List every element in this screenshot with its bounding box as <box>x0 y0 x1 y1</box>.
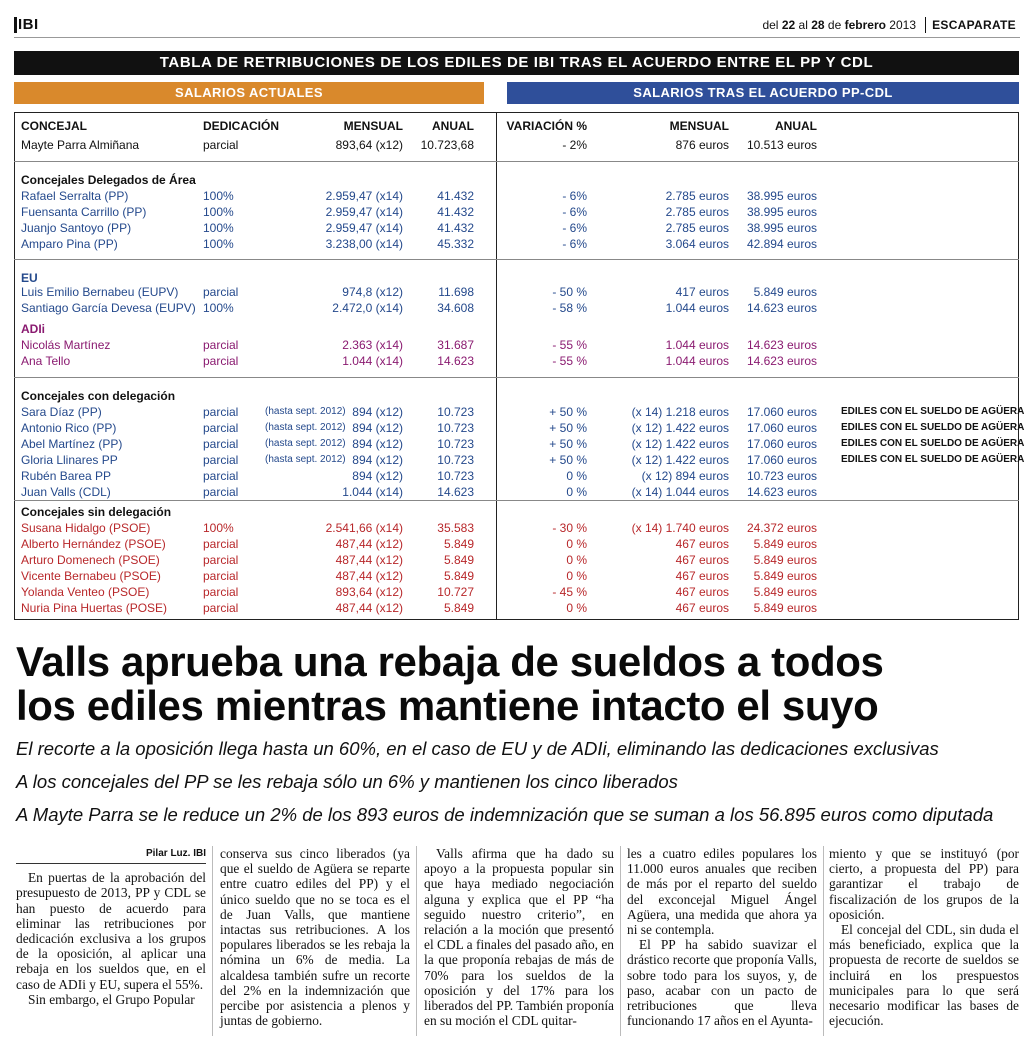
cell-name: Rubén Barea PP <box>21 469 112 483</box>
cell-men2: 467 euros <box>675 553 729 567</box>
table-row <box>14 452 1025 468</box>
cell-name: Santiago García Devesa (EUPV) <box>21 301 196 315</box>
col-header-mensual: MENSUAL <box>343 119 403 133</box>
cell-anu2: 5.849 euros <box>753 285 817 299</box>
cell-anu2: 10.723 euros <box>746 469 817 483</box>
cell-name: Sara Díaz (PP) <box>21 405 102 419</box>
cell-ext: EDILES CON EL SUELDO DE AGÜERA <box>841 454 1025 465</box>
date-month: febrero <box>844 18 886 32</box>
cell-name: Arturo Domenech (PSOE) <box>21 553 160 567</box>
paragraph: El PP ha sabido suavizar el drástico recorte que proponía Valls, sobre todo para los suyos, y, de paso, acabar con un pacto de retribuciones que lleva funcionando 17 años en el Ayunta- <box>627 937 817 1029</box>
cell-var: - 50 % <box>552 285 587 299</box>
cell-ded: parcial <box>203 469 239 483</box>
cell-name: Ana Tello <box>21 354 71 368</box>
cell-anu: 41.432 <box>437 189 474 203</box>
cell-men2: (x 12) 894 euros <box>641 469 729 483</box>
group-heading-row <box>14 388 1019 404</box>
col-header-concejal: CONCEJAL <box>21 119 88 133</box>
table-row <box>14 220 1019 236</box>
cell-name: Amparo Pina (PP) <box>21 237 118 251</box>
cell-name: Antonio Rico (PP) <box>21 421 117 435</box>
column-rule <box>620 846 621 1036</box>
cell-men: 2.959,47 (x14) <box>325 189 403 203</box>
cell-ded: 100% <box>203 189 234 203</box>
cell-var: + 50 % <box>549 405 587 419</box>
cell-note: (hasta sept. 2012) <box>265 454 346 465</box>
cell-men: 3.238,00 (x14) <box>325 237 403 251</box>
cell-var: - 6% <box>562 205 587 219</box>
cell-anu: 5.849 <box>443 601 474 615</box>
cell-anu2: 38.995 euros <box>746 221 817 235</box>
cell-men: 2.541,66 (x14) <box>325 521 403 535</box>
table-group-rule <box>14 377 1019 378</box>
col-header-variacion: VARIACIÓN % <box>506 119 587 133</box>
table-row <box>14 584 1019 600</box>
date-day-start: 22 <box>781 18 796 32</box>
table-row <box>14 204 1019 220</box>
date-mid: al <box>798 18 808 32</box>
cell-anu2: 17.060 euros <box>746 453 817 467</box>
cell-ded: parcial <box>203 585 239 599</box>
column-rule <box>416 846 417 1036</box>
group-heading: EU <box>21 271 38 285</box>
cell-men: 1.044 (x14) <box>342 354 403 368</box>
cell-anu2: 17.060 euros <box>746 437 817 451</box>
cell-var: 0 % <box>566 537 587 551</box>
cell-men2: 467 euros <box>675 569 729 583</box>
group-heading-row <box>14 172 1019 188</box>
cell-men2: (x 14) 1.218 euros <box>631 405 729 419</box>
article-column-4 <box>627 846 817 1028</box>
cell-anu: 14.623 <box>437 485 474 499</box>
cell-anu2: 42.894 euros <box>746 237 817 251</box>
cell-men: 2.959,47 (x14) <box>325 221 403 235</box>
table-row <box>14 568 1019 584</box>
cell-anu: 10.723 <box>437 421 474 435</box>
table-row <box>14 188 1019 204</box>
cell-ded: parcial <box>203 601 239 615</box>
cell-anu: 31.687 <box>437 338 474 352</box>
cell-anu2: 5.849 euros <box>753 585 817 599</box>
table-header-row <box>14 118 1019 134</box>
cell-name: Luis Emilio Bernabeu (EUPV) <box>21 285 179 299</box>
cell-anu: 41.432 <box>437 221 474 235</box>
cell-men: 487,44 (x12) <box>335 569 403 583</box>
cell-anu: 45.332 <box>437 237 474 251</box>
header-rule <box>14 37 1020 38</box>
cell-name: Mayte Parra Almiñana <box>21 138 140 152</box>
cell-men: 894 (x12) <box>352 437 403 451</box>
cell-name: Juanjo Santoyo (PP) <box>21 221 132 235</box>
cell-anu2: 17.060 euros <box>746 405 817 419</box>
table-row <box>14 300 1019 316</box>
cell-ded: 100% <box>203 237 234 251</box>
cell-anu: 10.723 <box>437 405 474 419</box>
cell-men2: 2.785 euros <box>665 205 729 219</box>
cell-name: Alberto Hernández (PSOE) <box>21 537 166 551</box>
cell-men: 974,8 (x12) <box>342 285 403 299</box>
cell-var: - 6% <box>562 189 587 203</box>
table-group-rule <box>14 500 1019 501</box>
cell-name: Juan Valls (CDL) <box>21 485 111 499</box>
article-column-5 <box>829 846 1019 1028</box>
cell-var: 0 % <box>566 485 587 499</box>
cell-var: - 6% <box>562 221 587 235</box>
header-divider <box>925 17 926 33</box>
cell-var: - 30 % <box>552 521 587 535</box>
cell-name: Fuensanta Carrillo (PP) <box>21 205 147 219</box>
table-row <box>14 420 1025 436</box>
table-row <box>14 600 1019 616</box>
table-row <box>14 552 1019 568</box>
cell-name: Vicente Bernabeu (PSOE) <box>21 569 161 583</box>
cell-men2: 3.064 euros <box>665 237 729 251</box>
cell-ded: 100% <box>203 301 234 315</box>
group-heading: ADIi <box>21 322 45 336</box>
column-label: ESCAPARATE <box>932 18 1016 32</box>
paragraph: Valls afirma que ha dado su apoyo a la propuesta popular sin que haya mediado negociación alguna y explica que el PP “ha seguido nuestro criterio”, en relación a la moción que presentó el CDL a finales del pasado año, en la que proponía rebajas de más de 70% para los sueldos de la oposición y del 17% para los liberados del PP. También proponía en su moción el CDL quitar- <box>424 846 614 1029</box>
cell-men2: 467 euros <box>675 585 729 599</box>
table-row <box>14 284 1019 300</box>
cell-var: + 50 % <box>549 453 587 467</box>
cell-note: (hasta sept. 2012) <box>265 406 346 417</box>
cell-men2: (x 14) 1.740 euros <box>631 521 729 535</box>
cell-anu2: 24.372 euros <box>746 521 817 535</box>
cell-men2: (x 12) 1.422 euros <box>631 437 729 451</box>
cell-men2: (x 12) 1.422 euros <box>631 421 729 435</box>
cell-ded: parcial <box>203 421 239 435</box>
cell-anu: 41.432 <box>437 205 474 219</box>
subheadline-1: El recorte a la oposición llega hasta un 60%, en el caso de EU y de ADIi, eliminando las dedicaciones exclusivas <box>16 738 939 759</box>
table-row <box>14 353 1019 369</box>
tag-new-salaries: SALARIOS TRAS EL ACUERDO PP-CDL <box>507 82 1019 104</box>
cell-men: 894 (x12) <box>352 453 403 467</box>
cell-ded: parcial <box>203 569 239 583</box>
table-row <box>14 468 1019 484</box>
table-row <box>14 337 1019 353</box>
cell-men: 2.363 (x14) <box>342 338 403 352</box>
cell-men: 487,44 (x12) <box>335 537 403 551</box>
cell-var: - 2% <box>562 138 587 152</box>
cell-men: 893,64 (x12) <box>335 585 403 599</box>
cell-note: (hasta sept. 2012) <box>265 422 346 433</box>
cell-var: - 58 % <box>552 301 587 315</box>
cell-ded: parcial <box>203 354 239 368</box>
paragraph: El concejal del CDL, sin duda el más beneficiado, explica que la propuesta de recorte de sueldos se incluirá en los prespuestos municipales para lo que será necesario modificar las bases de ejecución. <box>829 922 1019 1029</box>
cell-anu: 34.608 <box>437 301 474 315</box>
cell-anu: 5.849 <box>443 569 474 583</box>
cell-men2: (x 14) 1.044 euros <box>631 485 729 499</box>
cell-ded: 100% <box>203 521 234 535</box>
cell-ded: parcial <box>203 285 239 299</box>
paragraph: miento y que se instituyó (por cierto, a propuesta del PP) para garantizar el trabajo de fiscalización de los grupos de la oposición. <box>829 846 1019 922</box>
cell-men2: 417 euros <box>675 285 729 299</box>
cell-var: + 50 % <box>549 421 587 435</box>
group-heading-row <box>14 321 1019 337</box>
headline <box>16 640 1016 728</box>
cell-name: Susana Hidalgo (PSOE) <box>21 521 151 535</box>
cell-name: Gloria Llinares PP <box>21 453 118 467</box>
cell-var: - 55 % <box>552 354 587 368</box>
cell-var: 0 % <box>566 569 587 583</box>
cell-ded: parcial <box>203 138 239 152</box>
table-row <box>14 436 1025 452</box>
paragraph: Sin embargo, el Grupo Popular <box>28 991 195 1007</box>
cell-anu2: 5.849 euros <box>753 601 817 615</box>
cell-var: 0 % <box>566 553 587 567</box>
cell-anu2: 14.623 euros <box>746 301 817 315</box>
cell-anu: 5.849 <box>443 553 474 567</box>
group-heading-row <box>14 504 1019 520</box>
paragraph: conserva sus cinco liberados (ya que el sueldo de Agüera se reparte entre cuatro ediles del PP) y el único sueldo que no se toca es el de Juan Valls, que mantiene intactas sus retribuciones. A los populares liberados se les rebaja la nómina un 6% de media. La alcaldesa también sufre un recorte del 2% en la indemnización que percibe por asistencia a plenos y juntas de gobierno. <box>220 846 410 1029</box>
cell-men: 894 (x12) <box>352 405 403 419</box>
cell-name: Rafael Serralta (PP) <box>21 189 129 203</box>
cell-anu: 10.723 <box>437 453 474 467</box>
paragraph: En puertas de la aprobación del presupuesto de 2013, PP y CDL se han puesto de acuerdo para eliminar las retribuciones por dedicación exclusiva a los grupos de la oposición, al aplicar una rebaja en los sueldos que, en el caso de ADIi y EU, supera el 55%. <box>16 870 206 992</box>
cell-name: Nicolás Martínez <box>21 338 111 352</box>
cell-note: (hasta sept. 2012) <box>265 438 346 449</box>
subheadline-2: A los concejales del PP se les rebaja sólo un 6% y mantienen los cinco liberados <box>16 771 678 792</box>
cell-anu2: 5.849 euros <box>753 537 817 551</box>
cell-ext: EDILES CON EL SUELDO DE AGÜERA <box>841 406 1025 417</box>
cell-men: 487,44 (x12) <box>335 553 403 567</box>
cell-men2: 1.044 euros <box>665 338 729 352</box>
cell-anu: 10.723 <box>437 437 474 451</box>
cell-var: + 50 % <box>549 437 587 451</box>
cell-var: 0 % <box>566 601 587 615</box>
cell-men2: 2.785 euros <box>665 189 729 203</box>
cell-anu: 10.723,68 <box>420 138 474 152</box>
issue-date <box>762 18 916 32</box>
table-row <box>14 536 1019 552</box>
table-row <box>14 236 1019 252</box>
cell-ext: EDILES CON EL SUELDO DE AGÜERA <box>841 438 1025 449</box>
cell-anu2: 14.623 euros <box>746 338 817 352</box>
cell-men: 2.472,0 (x14) <box>332 301 403 315</box>
cell-ded: parcial <box>203 405 239 419</box>
cell-men: 894 (x12) <box>352 469 403 483</box>
column-rule <box>212 846 213 1036</box>
cell-var: - 45 % <box>552 585 587 599</box>
cell-men: 894 (x12) <box>352 421 403 435</box>
date-pre: del <box>762 18 779 32</box>
cell-anu2: 5.849 euros <box>753 569 817 583</box>
cell-ext: EDILES CON EL SUELDO DE AGÜERA <box>841 422 1025 433</box>
cell-name: Nuria Pina Huertas (POSE) <box>21 601 168 615</box>
cell-men2: 2.785 euros <box>665 221 729 235</box>
cell-men2: (x 12) 1.422 euros <box>631 453 729 467</box>
subheadline-3: A Mayte Parra se le reduce un 2% de los 893 euros de indemnización que se suman a los 56.895 euros como diputada <box>16 804 994 825</box>
cell-var: - 6% <box>562 237 587 251</box>
article-column-1 <box>16 846 206 1007</box>
cell-men: 893,64 (x12) <box>335 138 403 152</box>
cell-men2: 467 euros <box>675 601 729 615</box>
article-column-3 <box>424 846 614 1028</box>
cell-ded: parcial <box>203 537 239 551</box>
cell-men: 2.959,47 (x14) <box>325 205 403 219</box>
cell-name: Yolanda Venteo (PSOE) <box>21 585 150 599</box>
col-header-mensual-new: MENSUAL <box>669 119 729 133</box>
headline-line-1: Valls aprueba una rebaja de sueldos a todos <box>16 638 884 685</box>
cell-ded: parcial <box>203 453 239 467</box>
byline: Pilar Luz. IBI <box>16 846 206 864</box>
cell-anu2: 10.513 euros <box>746 138 817 152</box>
group-heading: Concejales Delegados de Área <box>21 173 196 187</box>
cell-anu2: 38.995 euros <box>746 189 817 203</box>
table-row <box>14 484 1019 500</box>
cell-anu2: 14.623 euros <box>746 354 817 368</box>
cell-anu: 10.723 <box>437 469 474 483</box>
cell-ded: 100% <box>203 205 234 219</box>
cell-anu: 5.849 <box>443 537 474 551</box>
cell-ded: parcial <box>203 437 239 451</box>
cell-anu2: 38.995 euros <box>746 205 817 219</box>
article-column-2 <box>220 846 410 1028</box>
cell-ded: parcial <box>203 553 239 567</box>
cell-men: 487,44 (x12) <box>335 601 403 615</box>
cell-name: Abel Martínez (PP) <box>21 437 123 451</box>
cell-ded: parcial <box>203 485 239 499</box>
cell-anu: 35.583 <box>437 521 474 535</box>
col-header-dedicacion: DEDICACIÓN <box>203 119 280 133</box>
cell-anu: 10.727 <box>437 585 474 599</box>
group-heading: Concejales con delegación <box>21 389 176 403</box>
tag-current-salaries: SALARIOS ACTUALES <box>14 82 484 104</box>
cell-men2: 1.044 euros <box>665 301 729 315</box>
cell-anu2: 17.060 euros <box>746 421 817 435</box>
date-day-end: 28 <box>811 18 825 32</box>
cell-var: - 55 % <box>552 338 587 352</box>
cell-men2: 876 euros <box>675 138 729 152</box>
cell-anu: 11.698 <box>438 285 474 299</box>
col-header-anual: ANUAL <box>432 119 474 133</box>
paragraph: les a cuatro ediles populares los 11.000 euros anuales que reciben de más por el reparto del sueldo del exconcejal Miguel Ángel Agüera, una medida que ahora ya ni se contempla. <box>627 846 817 938</box>
table-row <box>14 404 1025 420</box>
cell-anu2: 14.623 euros <box>746 485 817 499</box>
cell-men: 1.044 (x14) <box>342 485 403 499</box>
date-de: de <box>827 18 842 32</box>
table-title: TABLA DE RETRIBUCIONES DE LOS EDILES DE IBI TRAS EL ACUERDO ENTRE EL PP Y CDL <box>14 51 1019 75</box>
cell-ded: parcial <box>203 338 239 352</box>
table-group-rule <box>14 161 1019 162</box>
section-marker <box>14 17 17 33</box>
cell-men2: 1.044 euros <box>665 354 729 368</box>
section-label: IBI <box>18 16 39 33</box>
col-header-anual-new: ANUAL <box>775 119 817 133</box>
cell-ded: 100% <box>203 221 234 235</box>
cell-men2: 467 euros <box>675 537 729 551</box>
page-header <box>14 14 1020 36</box>
table-group-rule <box>14 259 1019 260</box>
cell-anu2: 5.849 euros <box>753 553 817 567</box>
headline-line-2: los ediles mientras mantiene intacto el suyo <box>16 682 879 729</box>
group-heading: Concejales sin delegación <box>21 505 172 519</box>
table-row <box>14 137 1019 153</box>
date-year: 2013 <box>889 18 916 32</box>
cell-anu: 14.623 <box>437 354 474 368</box>
table-row <box>14 520 1019 536</box>
column-rule <box>823 846 824 1036</box>
cell-var: 0 % <box>566 469 587 483</box>
